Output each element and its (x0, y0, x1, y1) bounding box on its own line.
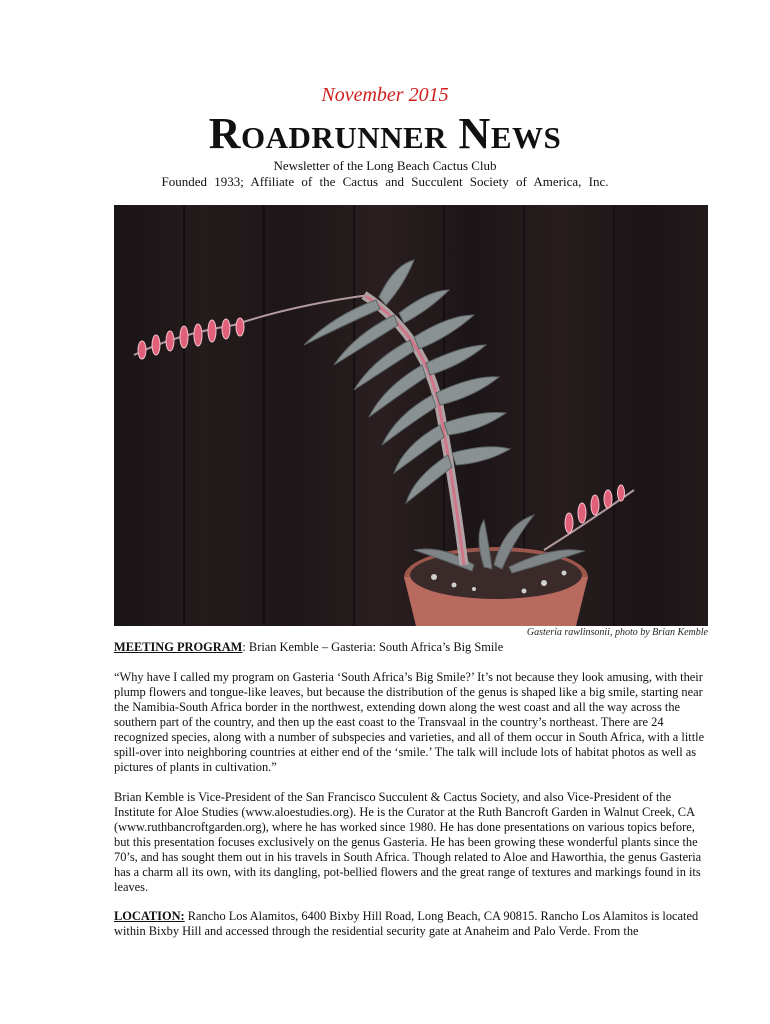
newsletter-date: November 2015 (321, 84, 449, 106)
gasteria-photo (114, 205, 708, 626)
location-paragraph (114, 909, 708, 939)
location-text: Rancho Los Alamitos, 6400 Bixby Hill Road, Long Beach, CA 90815. Rancho Los Alamitos is located within Bixby Hill and accessed through the residential security gate at Anaheim and Palo Verde. From the (114, 909, 699, 938)
meeting-program-text: : Brian Kemble – Gasteria: South Africa’s Big Smile (242, 640, 504, 654)
newsletter-subtitle: Newsletter of the Long Beach Cactus Club (273, 158, 497, 173)
newsletter-title: Roadrunner News (208, 109, 562, 158)
gasteria-photo-illustration (114, 205, 708, 626)
location-label: LOCATION: (114, 909, 185, 923)
meeting-program-line (114, 640, 708, 655)
speaker-bio-paragraph: Brian Kemble is Vice-President of the San Francisco Succulent & Cactus Society, and also Vice-President of the Institute for Aloe Studies (www.aloestudies.org). He is the Curator at the Ruth Bancroft Garden in Walnut Creek, CA (www.ruthbancroftgarden.org), where he has worked since 1980. He has done presentations on various topics before, but this presentation focuses exclusively on the genus Gasteria. He has been growing these wonderful plants since the 70’s, and has sought them out in his travels in South Africa. Though related to Aloe and Haworthia, the genus Gasteria has a charm all its own, with its dangling, pot-bellied flowers and the great range of textures and markings found in its leaves. (114, 790, 702, 894)
photo-caption: Gasteria rawlinsonii, photo by Brian Kemble (526, 627, 708, 638)
newsletter-affiliation: Founded 1933; Affiliate of the Cactus and Succulent Society of America, Inc. (161, 174, 609, 189)
program-quote-paragraph: “Why have I called my program on Gasteria ‘South Africa’s Big Smile?’ It’s not because they look amusing, with their plump flowers and tongue-like leaves, but because the distribution of the genus is shaped like a big smile, starting near the Namibia-South Africa border in the northwest, extending down along the west coast and all the way across the southern part of the country, and then up the east coast to the Transvaal in the country’s northeast. There are 24 recognized species, along with a number of subspecies and varieties, and all of them occur in South Africa, with a little spill-over into neighboring countries at either end of the ‘smile.’ The talk will include lots of habitat photos as well as pictures of plants in cultivation.” (114, 670, 705, 774)
meeting-program-label: MEETING PROGRAM (114, 640, 243, 654)
